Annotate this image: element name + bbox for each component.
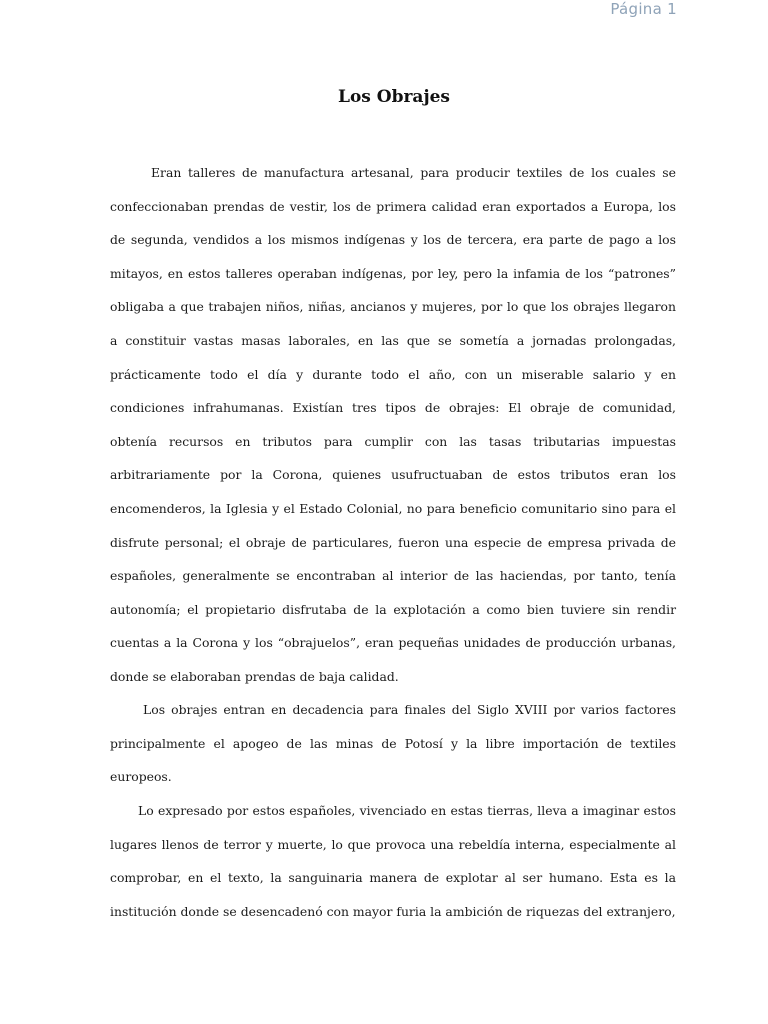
paragraph-3: Lo expresado por estos españoles, vivenciado en estas tierras, lleva a imaginar estos lugares llenos de terror y muerte, lo que provoca una rebeldía interna, especialmente al comprobar, en el texto, la sanguinaria manera de explotar al ser humano. Esta es la institución donde se desencadenó con mayor furia la ambición de riquezas del extranjero, xyxy=(110,803,676,919)
paragraph-2: Los obrajes entran en decadencia para finales del Siglo XVIII por varios factores principalmente el apogeo de las minas de Potosí y la libre importación de textiles europeos. xyxy=(110,702,676,785)
paragraph-1: Eran talleres de manufactura artesanal, para producir textiles de los cuales se confeccionaban prendas de vestir, los de primera calidad eran exportados a Europa, los de segunda, vendidos a los mismos indígenas y los de tercera, era parte de pago a los mitayos, en estos talleres operaban indígenas, por ley, pero la infamia de los “patrones” obligaba a que trabajen niños, niñas, ancianos y mujeres, por lo que los obrajes llegaron a constituir vastas masas laborales, en las que se sometía a jornadas prolongadas, prácticamente todo el día y durante todo el año, con un miserable salario y en condiciones infrahumanas. Existían tres tipos de obrajes: El obraje de comunidad, obtenía recursos en tributos para cumplir con las tasas tributarias impuestas arbitrariamente por la Corona, quienes usufructuaban de estos tributos eran los encomenderos, la Iglesia y el Estado Colonial, no para beneficio comunitario sino para el disfrute personal; el obraje de particulares, fueron una especie de empresa privada de españoles, generalmente se encontraban al interior de las haciendas, por tanto, tenía autonomía; el propietario disfrutaba de la explotación a como bien tuviere sin rendir cuentas a la Corona y los “obrajuelos”, eran pequeñas unidades de producción urbanas, donde se elaboraban prendas de baja calidad. xyxy=(110,165,676,684)
page-number: Página 1 xyxy=(610,0,677,18)
document-title: Los Obrajes xyxy=(338,87,450,107)
